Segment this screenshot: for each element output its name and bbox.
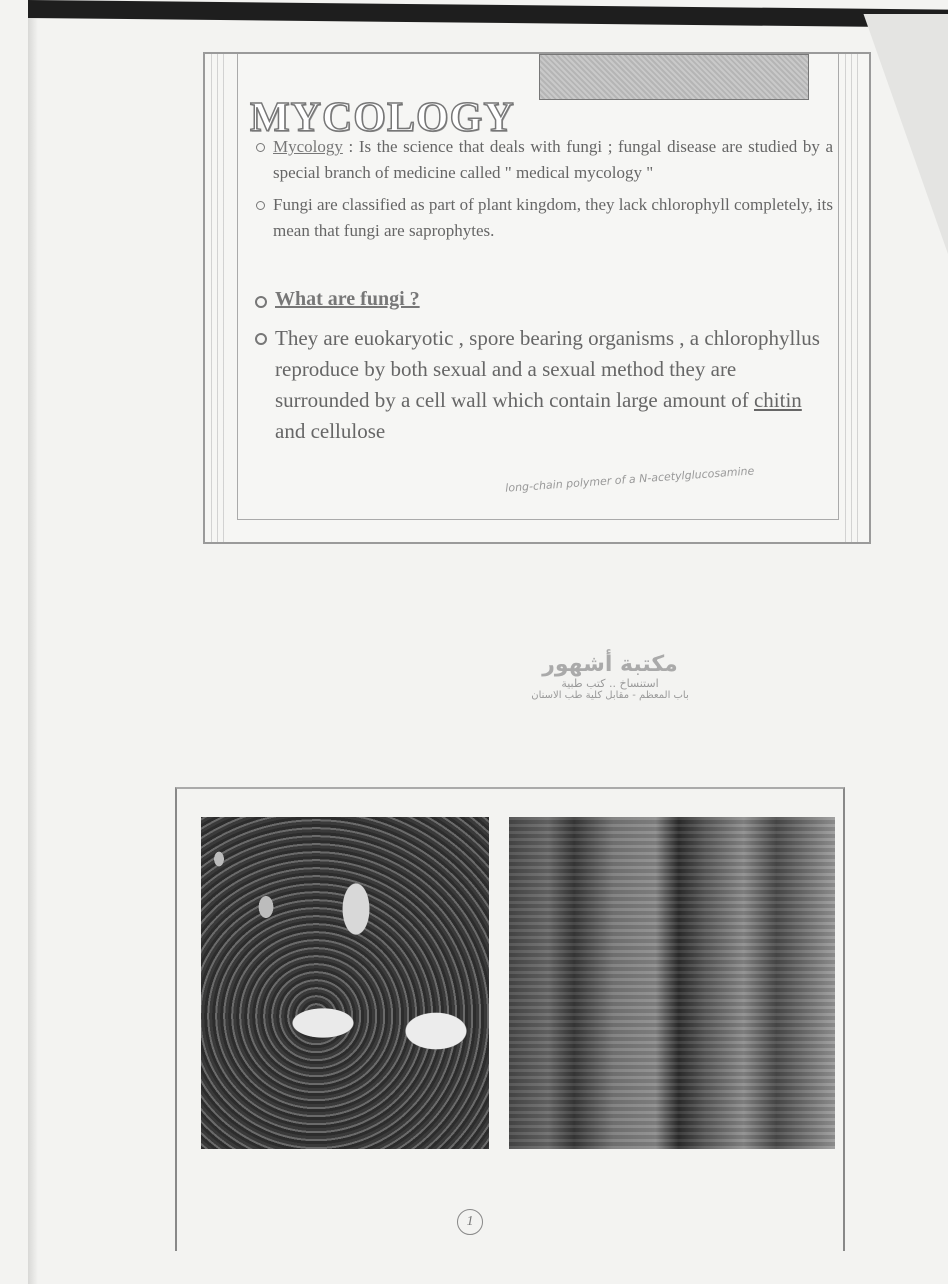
- answer-paragraph: [255, 323, 833, 447]
- question-heading: [255, 288, 833, 311]
- slide-mycology: [203, 52, 871, 544]
- stamp-service: استنساخ .. كتب طبية: [561, 677, 659, 690]
- answer-text-1: They are euokaryotic , spore bearing organisms , a chlorophyllus reproduce by both sexual and a sexual method they are surrounded by a cell wall which contain large amount of: [275, 326, 820, 412]
- answer-text-2: and cellulose: [275, 419, 386, 443]
- slide-banner: [539, 54, 809, 100]
- page-number: 1: [457, 1209, 483, 1235]
- answer-chitin: chitin: [753, 388, 802, 412]
- handwritten-note: long-chain polymer of a N-acetylglucosamine: [504, 464, 755, 495]
- mushrooms-photo: [201, 817, 489, 1149]
- bullet-definition: [255, 134, 833, 186]
- question-text: What are fungi ?: [275, 288, 420, 310]
- bracket-fungi-photo: [509, 817, 835, 1149]
- bullet-classification: Fungi are classified as part of plant kingdom, they lack chlorophyll completely, its mean that fungi are saprophytes.: [255, 192, 833, 244]
- stamp-name: مكتبة أشهور: [542, 652, 678, 677]
- slide-title: MYCOLOGY: [250, 95, 515, 141]
- slide-decoration-right: [845, 54, 863, 542]
- slide-photos: [175, 787, 845, 1251]
- slide-decoration-left: [211, 54, 229, 542]
- term-mycology: Mycology: [273, 137, 343, 156]
- definition-text: : Is the science that deals with fungi ; fungal disease are studied by a special branch of medicine called " medical mycology ": [273, 137, 833, 182]
- library-stamp: [505, 652, 715, 701]
- stamp-address: باب المعظم - مقابل كلية طب الاسنان: [531, 690, 689, 701]
- slide-bullets: [255, 134, 833, 447]
- scan-border: [28, 0, 948, 28]
- paper-edge: [28, 0, 38, 1284]
